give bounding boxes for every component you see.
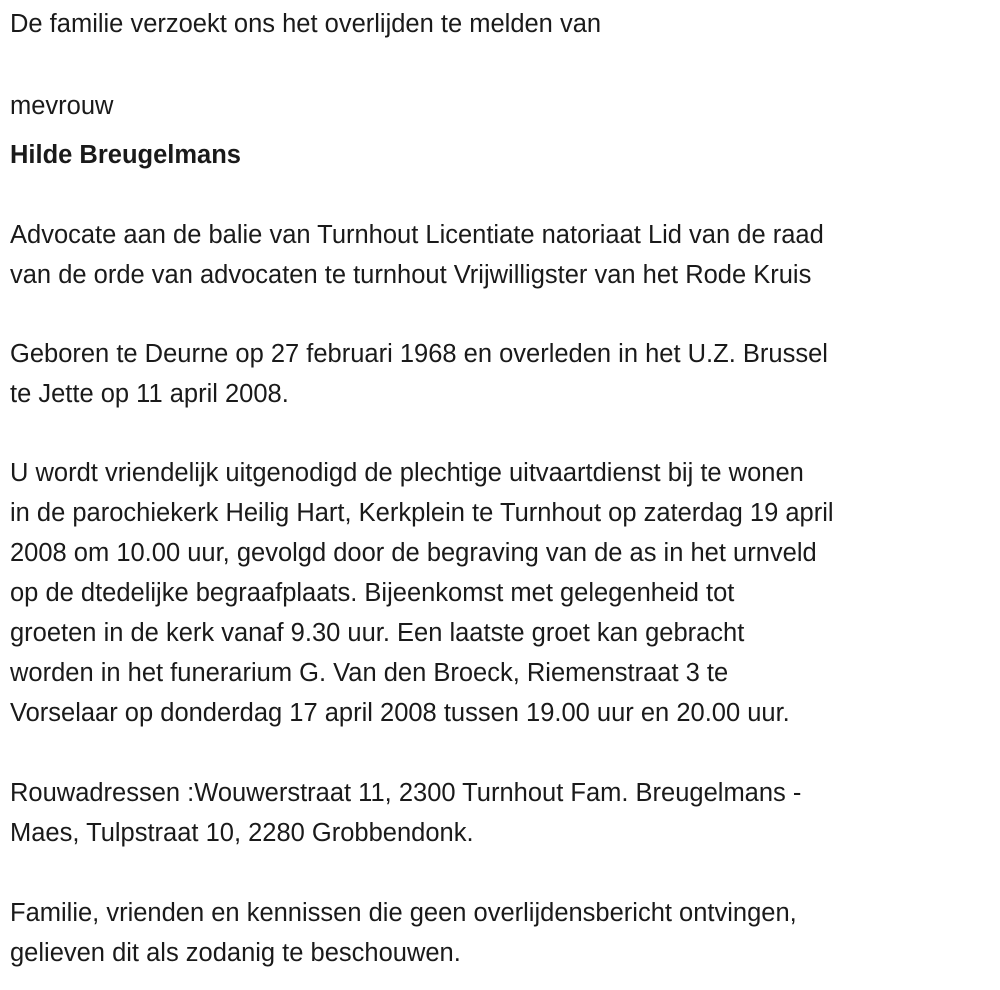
paragraph-profession-line: van de orde van advocaten te turnhout Vrijwilligster van het Rode Kruis: [10, 261, 812, 289]
paragraph-closing-line: Familie, vrienden en kennissen die geen overlijdensbericht ontvingen,: [10, 899, 797, 927]
paragraph-funeral-line: worden in het funerarium G. Van den Broeck, Riemenstraat 3 te: [10, 659, 729, 687]
paragraph-addresses-line: Rouwadressen :Wouwerstraat 11, 2300 Turnhout Fam. Breugelmans -: [10, 779, 802, 807]
honorific: mevrouw: [10, 92, 114, 120]
deceased-name: Hilde Breugelmans: [10, 141, 241, 169]
paragraph-funeral-line: op de dtedelijke begraafplaats. Bijeenkomst met gelegenheid tot: [10, 579, 735, 607]
paragraph-funeral-line: U wordt vriendelijk uitgenodigd de plechtige uitvaartdienst bij te wonen: [10, 459, 804, 487]
intro-text: De familie verzoekt ons het overlijden te melden van: [10, 10, 602, 38]
paragraph-birth-death-line: te Jette op 11 april 2008.: [10, 380, 289, 408]
paragraph-addresses-line: Maes, Tulpstraat 10, 2280 Grobbendonk.: [10, 819, 474, 847]
paragraph-birth-death-line: Geboren te Deurne op 27 februari 1968 en overleden in het U.Z. Brussel: [10, 340, 828, 368]
paragraph-funeral-line: in de parochiekerk Heilig Hart, Kerkplein te Turnhout op zaterdag 19 april: [10, 499, 834, 527]
paragraph-closing-line: gelieven dit als zodanig te beschouwen.: [10, 939, 461, 967]
paragraph-funeral-line: groeten in de kerk vanaf 9.30 uur. Een laatste groet kan gebracht: [10, 619, 745, 647]
paragraph-funeral-line: Vorselaar op donderdag 17 april 2008 tussen 19.00 uur en 20.00 uur.: [10, 699, 790, 727]
paragraph-funeral-line: 2008 om 10.00 uur, gevolgd door de begraving van de as in het urnveld: [10, 539, 817, 567]
paragraph-profession-line: Advocate aan de balie van Turnhout Licentiate natoriaat Lid van de raad: [10, 221, 824, 249]
